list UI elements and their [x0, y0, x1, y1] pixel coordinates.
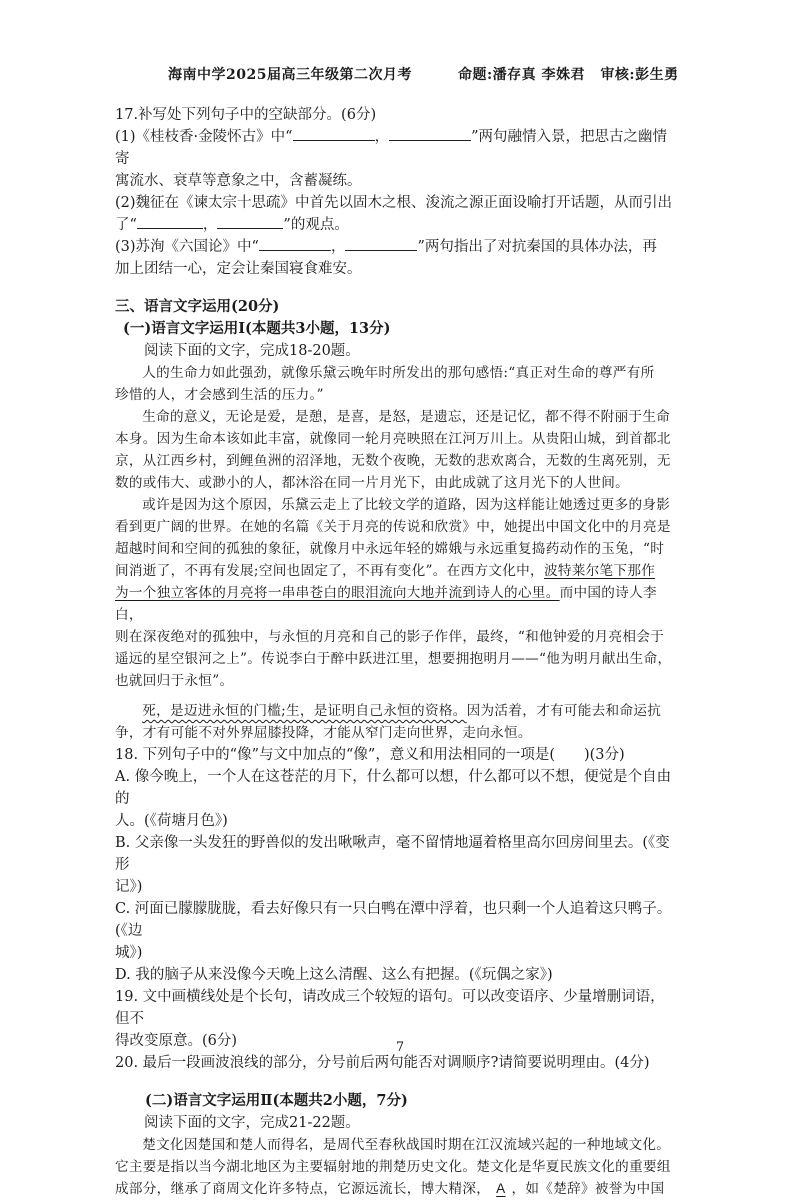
question-17-title: 17.补写处下列句子中的空缺部分。(6分) — [115, 107, 377, 123]
reviewer-line: 审核:彭生勇 — [600, 67, 679, 83]
question-17 — [115, 104, 675, 280]
question-19: 19. 文中画横线处是个长句，请改成三个较短的语句。可以改变语序、少量增删词语，但不 — [115, 989, 665, 1027]
question-18-title: 18. 下列句子中的“像”与文中加点的“像”，意义和用法相同的一项是( )(3分) — [115, 747, 625, 763]
answer-blank[interactable] — [217, 214, 283, 229]
answer-blank[interactable] — [345, 236, 417, 251]
passage-line: 生命的意义，无论是爱，是憩，是喜，是怒，是遗忘，还是记忆，都不得不附丽于生命 — [142, 409, 671, 425]
passage-1 — [115, 362, 675, 744]
option-c-cont: 城》) — [115, 945, 143, 961]
section-3-title: 三、语言文字运用(20分) — [115, 298, 280, 315]
reading-instruction-2: 阅读下面的文字，完成21-22题。 — [144, 1115, 360, 1131]
subsection-2-title: (二)语言文字运用Ⅱ(本题共2小题，7分) — [145, 1092, 408, 1109]
passage-line: 则在深夜绝对的孤独中，与永恒的月亮和自己的影子作伴，最终，“和他钟爱的月亮相会于 — [115, 629, 665, 645]
answer-blank[interactable] — [293, 126, 375, 141]
blank-a-label: A — [496, 1181, 506, 1196]
option-a-cont: 人。(《荷塘月色》) — [115, 813, 228, 829]
question-17-item-2-cont: 了“ ， ”的观点。 — [115, 214, 675, 236]
option-b-cont: 记》) — [115, 879, 143, 895]
passage-line: 人的生命力如此强劲，就像乐黛云晚年时所发出的那句感悟:“真正对生命的尊严有所 — [142, 365, 655, 381]
passage-line: 珍惜的人，才会感到生活的压力。” — [115, 387, 324, 403]
author-info — [458, 64, 689, 84]
page-number: 7 — [395, 1040, 405, 1055]
underlined-long-sentence: 为一个独立客体的月亮将一串串苍白的眼泪流向大地并流到诗人的心里。 — [115, 585, 560, 601]
question-17-item-1-cont: 寓流水、衰草等意象之中，含蓄凝练。 — [115, 173, 362, 189]
passage-2 — [115, 1134, 675, 1200]
page-content — [115, 104, 675, 1200]
passage-line: 它主要是指以当今湖北地区为主要辐射地的荆楚历史文化。楚文化是华夏民族文化的重要组 — [115, 1159, 671, 1175]
option-c: C. 河面已朦朦胧胧，看去好像只有一只白鸭在潭中浮着，也只剩一个人追着这只鸭子。(《边 — [115, 901, 672, 939]
answer-blank[interactable] — [389, 126, 471, 141]
exam-title: 海南中学2025届高三年级第二次月考 — [168, 67, 412, 83]
wavy-underlined-sentence: 死，是迈进永恒的门槛;生，是证明自己永恒的资格。 — [142, 703, 467, 719]
passage-line: 死，是迈进永恒的门槛;生，是证明自己永恒的资格。因为活着，才有可能去和命运抗 — [142, 703, 662, 719]
reading-instruction-1: 阅读下面的文字，完成18-20题。 — [144, 343, 360, 359]
author-line: 命题:潘存真 李姝君 — [458, 67, 586, 83]
passage-line: 本身。因为生命本该如此丰富，就像同一轮月亮映照在江河万川上。从贵阳山城，到首都北 — [115, 431, 671, 447]
passage-line: 京，从江西乡村，到鲤鱼洲的沼泽地，无数个夜晚，无数的悲欢离合，无数的生离死别，无 — [115, 453, 671, 469]
passage-line: 看到更广阔的世界。在她的名篇《关于月亮的传说和欣赏》中，她提出中国文化中的月亮是 — [115, 519, 671, 535]
passage-line: 楚文化因楚国和楚人而得名，是周代至春秋战国时期在江汉流域兴起的一种地域文化。 — [142, 1137, 671, 1153]
answer-blank[interactable] — [259, 236, 331, 251]
question-19-cont: 得改变原意。(6分) — [115, 1033, 238, 1049]
passage-line: 超越时间和空间的孤独的象征，就像月中永远年轻的嫦娥与永远重复捣药动作的玉兔，“时 — [115, 541, 665, 557]
passage-line: 为一个独立客体的月亮将一串串苍白的眼泪流向大地并流到诗人的心里。而中国的诗人李白， — [115, 585, 657, 623]
question-20: 20. 最后一段画波浪线的部分，分号前后两句能否对调顺序?请简要说明理由。(4分) — [115, 1055, 650, 1071]
passage-line: 遥远的星空银河之上”。传说李白于醉中跃进江里，想要拥抱明月——“他为明月献出生命， — [115, 651, 672, 667]
question-17-item-1: (1)《桂枝香·金陵怀古》中“ ， ”两句融情入景，把思古之幽情寄 — [115, 126, 675, 170]
passage-line: 数的或伟大、或渺小的人，都沐浴在同一片月光下，由此成就了这月光下的人世间。 — [115, 475, 630, 491]
passage-line: 或许是因为这个原因，乐黛云走上了比较文学的道路，因为这样能让她透过更多的身影 — [142, 497, 671, 513]
subsection-1-title: (一)语言文字运用Ⅰ(本题共3小题，13分) — [123, 320, 391, 337]
question-18 — [115, 744, 675, 986]
passage-line: 争，才有可能不对外界屈膝投降，才能从窄门走向世界，走向永恒。 — [115, 725, 532, 741]
passage-line: 也就回归于永恒”。 — [115, 673, 234, 689]
passage-line: 间消逝了，不再有发展;空间也固定了，不再有变化”。在西方文化中，波特莱尔笔下那作 — [115, 563, 656, 579]
answer-blank[interactable] — [137, 214, 203, 229]
passage-line: 成部分，继承了商周文化许多特点，它源远流长，博大精深， A ，如《楚辞》被誉为中国 — [115, 1181, 665, 1197]
option-b: B. 父亲像一头发狂的野兽似的发出啾啾声，毫不留情地逼着格里高尔回房间里去。(《变形 — [115, 835, 670, 873]
option-a: A. 像今晚上，一个人在这苍茫的月下，什么都可以想，什么都可以不想，便觉是个自由的 — [115, 769, 672, 807]
option-d: D. 我的脑子从来没像今天晚上这么清醒、这么有把握。(《玩偶之家》) — [115, 967, 553, 983]
question-17-item-3-cont: 加上团结一心，定会让秦国寝食难安。 — [115, 261, 362, 277]
question-17-item-2: (2)魏征在《谏太宗十思疏》中首先以固木之根、浚流之源正面设喻打开话题，从而引出 — [115, 195, 673, 211]
underlined-long-sentence: 波特莱尔笔下那作 — [543, 563, 656, 579]
question-17-item-3: (3)苏洵《六国论》中“ ， ”两句指出了对抗秦国的具体办法，再 — [115, 236, 675, 258]
